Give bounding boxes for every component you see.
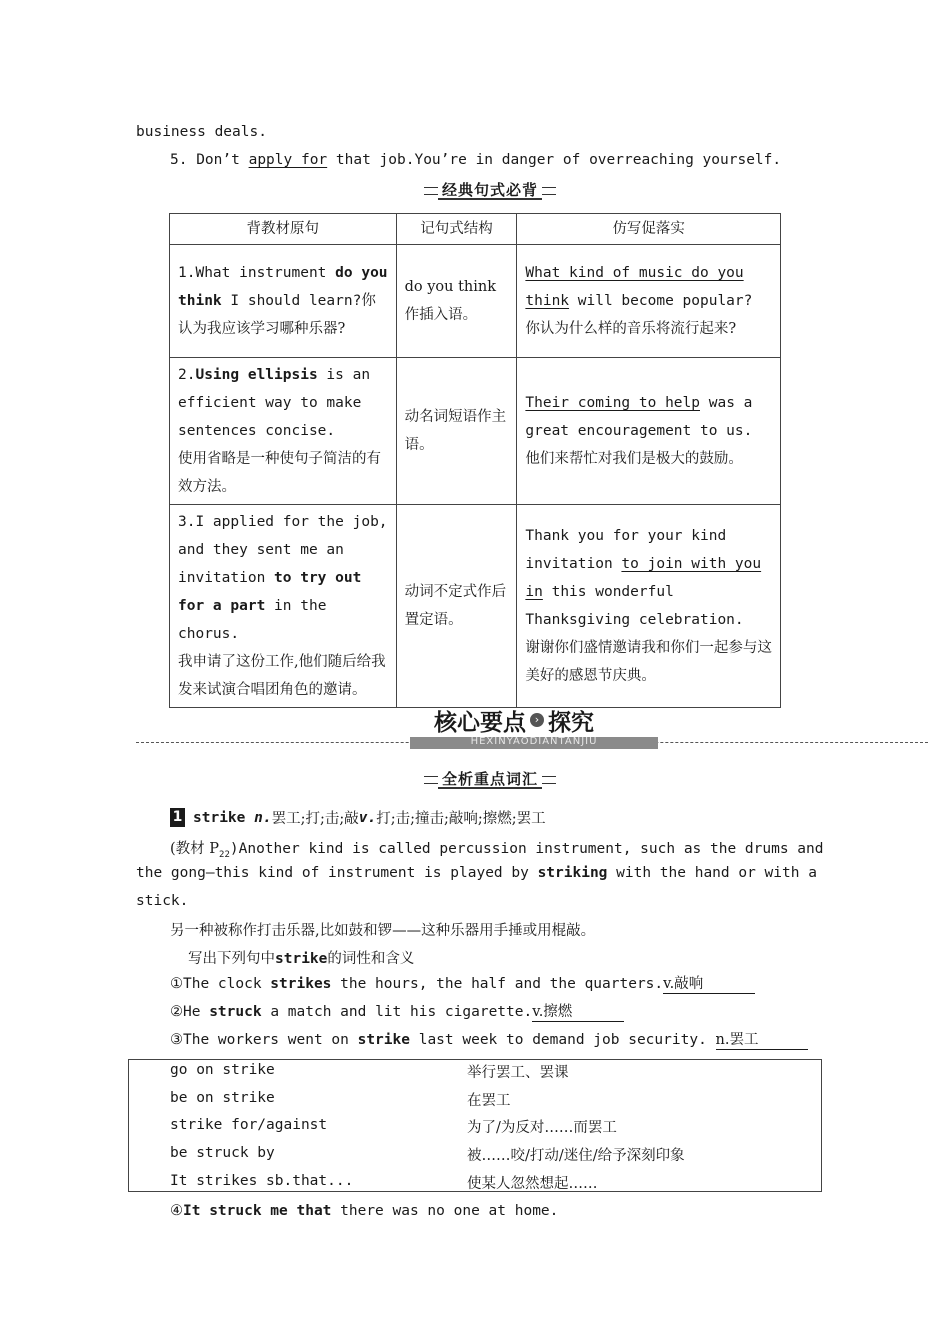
answer-blank: n.罢工 bbox=[716, 1032, 808, 1050]
text-span: Don’t bbox=[196, 152, 240, 168]
text-span: ④ bbox=[170, 1203, 183, 1219]
text-span: in the chorus. bbox=[178, 598, 327, 642]
phrase-en: be on strike bbox=[170, 1090, 275, 1106]
part-of-speech: v. bbox=[358, 809, 377, 826]
bold-phrase: strike bbox=[275, 951, 328, 967]
definition: 罢工;打;击;敲 bbox=[271, 811, 359, 827]
table-row bbox=[170, 358, 781, 505]
item-number: 1. bbox=[178, 265, 196, 281]
underlined-phrase: apply for bbox=[248, 152, 328, 168]
text-span: ③The workers went on bbox=[170, 1032, 358, 1048]
section-title bbox=[434, 705, 594, 735]
translation: 使用省略是一种使句子简洁的有效方法。 bbox=[178, 451, 381, 495]
banner-rule bbox=[542, 187, 556, 195]
table-header: 记句式结构 bbox=[396, 214, 517, 245]
example-translation: 另一种被称作打击乐器,比如鼓和锣——这种乐器用手捶或用棍敲。 bbox=[170, 923, 596, 939]
text-span: I applied for the job, and they sent me an invitation bbox=[178, 514, 388, 586]
bold-phrase: It struck me that bbox=[183, 1203, 332, 1219]
vocab-entry bbox=[170, 807, 546, 828]
table-cell: do you think 作插入语。 bbox=[396, 245, 517, 358]
task-item bbox=[170, 976, 755, 994]
text-span: is an efficient way to make sentences concise. bbox=[178, 367, 371, 439]
text-span: Thank you for your kind invitation bbox=[525, 528, 727, 572]
table-cell bbox=[170, 358, 397, 505]
phrase-en: It strikes sb.that... bbox=[170, 1173, 354, 1189]
bold-phrase: do you think bbox=[178, 265, 388, 309]
text-span: there was no one at home. bbox=[331, 1203, 559, 1219]
sentence-table bbox=[169, 213, 781, 708]
item-number: 5. bbox=[170, 152, 188, 168]
underlined-phrase: to join with you in bbox=[525, 556, 762, 600]
section-title-b: 探究 bbox=[548, 708, 594, 736]
table-cell bbox=[517, 245, 781, 358]
task-item bbox=[170, 1004, 624, 1022]
text-span: the gong—this kind of instrument is played by bbox=[136, 865, 538, 881]
answer-blank: v.擦燃 bbox=[532, 1004, 624, 1022]
phrase-en: strike for/against bbox=[170, 1117, 328, 1133]
text-line: business deals. bbox=[136, 124, 267, 140]
item-number: 3. bbox=[178, 514, 196, 530]
phrase-box bbox=[128, 1059, 822, 1192]
bold-phrase: struck bbox=[209, 1004, 262, 1020]
phrase-en: go on strike bbox=[170, 1062, 275, 1078]
section-banner bbox=[424, 182, 556, 200]
section-title-a: 核心要点 bbox=[434, 708, 526, 736]
text-span: was a great encouragement to us. bbox=[525, 395, 753, 439]
text-span: will become popular? bbox=[569, 293, 753, 309]
text-span: 写出下列句中 bbox=[188, 951, 275, 967]
translation: 我申请了这份工作,他们随后给我发来试演合唱团角色的邀请。 bbox=[178, 654, 386, 698]
phrase-cn: 被……咬/打动/迷住/给予深刻印象 bbox=[467, 1148, 685, 1164]
bold-phrase: strikes bbox=[270, 976, 332, 992]
table-cell bbox=[517, 505, 781, 708]
text-span: 的词性和含义 bbox=[327, 951, 415, 967]
table-cell bbox=[517, 358, 781, 505]
banner-title: 全析重点词汇 bbox=[438, 771, 542, 789]
example-line bbox=[136, 865, 817, 881]
example-line bbox=[170, 837, 824, 860]
banner-rule bbox=[424, 776, 438, 784]
textbook-ref: (教材 P bbox=[170, 841, 220, 857]
table-header: 背教材原句 bbox=[170, 214, 397, 245]
bold-phrase: strike bbox=[357, 1032, 410, 1048]
phrase-cn: 举行罢工、罢课 bbox=[467, 1065, 569, 1081]
text-span: that job.You’re in danger of overreaching yourself. bbox=[335, 152, 782, 168]
definition: 打;击;撞击;敲响;擦燃;罢工 bbox=[376, 811, 546, 827]
banner-rule bbox=[542, 776, 556, 784]
translation: 他们来帮忙对我们是极大的鼓励。 bbox=[525, 451, 743, 467]
table-cell bbox=[170, 505, 397, 708]
banner-rule bbox=[424, 187, 438, 195]
text-span: What instrument bbox=[195, 265, 336, 281]
phrase-en: be struck by bbox=[170, 1145, 275, 1161]
translation: 你认为什么样的音乐将流行起来? bbox=[525, 321, 737, 337]
bold-phrase: to try out for a part bbox=[178, 570, 362, 614]
text-span: )Another kind is called percussion instrument, such as the drums and bbox=[229, 841, 824, 857]
answer-blank: v.敲响 bbox=[663, 976, 755, 994]
phrase-cn: 为了/为反对……而罢工 bbox=[467, 1120, 617, 1136]
table-header: 仿写促落实 bbox=[517, 214, 781, 245]
task-item bbox=[170, 1203, 558, 1219]
table-row bbox=[170, 505, 781, 708]
translation: 谢谢你们盛情邀请我和你们一起参与这美好的感恩节庆典。 bbox=[525, 640, 772, 684]
section-subtitle: HEXINYAODIANTANJIU bbox=[470, 736, 598, 747]
phrase-cn: 在罢工 bbox=[467, 1093, 511, 1109]
text-span: I should learn? bbox=[221, 293, 362, 309]
table-cell: 动词不定式作后置定语。 bbox=[396, 505, 517, 708]
table-cell: 动名词短语作主语。 bbox=[396, 358, 517, 505]
translation: 你认为我应该学习哪种乐器? bbox=[178, 293, 376, 337]
example-line: stick. bbox=[136, 893, 189, 909]
table-cell bbox=[170, 245, 397, 358]
part-of-speech: n. bbox=[254, 809, 272, 826]
text-line bbox=[170, 152, 781, 168]
table-header-row bbox=[170, 214, 781, 245]
chevron-right-icon: › bbox=[530, 713, 544, 727]
entry-number-badge: 1 bbox=[170, 808, 185, 827]
text-span: with the hand or with a bbox=[607, 865, 817, 881]
text-span: ①The clock bbox=[170, 976, 271, 992]
phrase-cn: 使某人忽然想起…… bbox=[467, 1176, 598, 1192]
section-subtitle-bar bbox=[410, 737, 658, 749]
entry-word: strike bbox=[193, 809, 246, 826]
underlined-phrase: What kind of music do you think bbox=[525, 265, 744, 309]
text-span: the hours, the half and the quarters. bbox=[331, 976, 664, 992]
table-row bbox=[170, 245, 781, 358]
bold-phrase: Using ellipsis bbox=[195, 367, 318, 383]
page-number: 22 bbox=[219, 849, 230, 860]
text-span: last week to demand job security. bbox=[409, 1032, 716, 1048]
text-span: this wonderful Thanksgiving celebration. bbox=[525, 584, 744, 628]
text-span: ②He bbox=[170, 1004, 210, 1020]
section-banner bbox=[424, 771, 556, 789]
task-prompt bbox=[188, 947, 414, 968]
task-item bbox=[170, 1032, 808, 1050]
banner-title: 经典句式必背 bbox=[438, 182, 542, 200]
bold-phrase: striking bbox=[537, 865, 608, 881]
item-number: 2. bbox=[178, 367, 196, 383]
text-span: a match and lit his cigarette. bbox=[261, 1004, 533, 1020]
underlined-phrase: Their coming to help bbox=[525, 395, 700, 411]
